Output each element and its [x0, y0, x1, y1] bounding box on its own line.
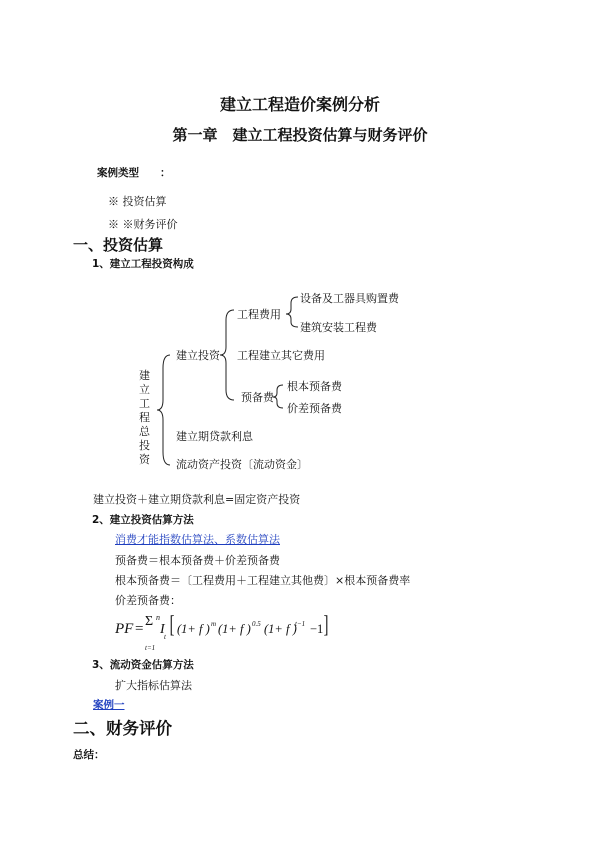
- formula-sigma-top: n: [156, 613, 160, 622]
- document-title: 建立工程造价案例分析: [219, 95, 380, 114]
- formula-term-1: (1+ f ): [177, 622, 210, 636]
- subsection-heading: 3、流动资金估算方法: [92, 659, 194, 671]
- tree-root-label: 建立工程总投资: [139, 369, 150, 466]
- section-heading-financial: 二、财务评价: [73, 719, 172, 738]
- formula-power-1: m: [211, 620, 217, 628]
- subsection-heading: 1、建立工程投资构成: [92, 258, 194, 270]
- subsection-heading: 2、建立投资估算方法: [92, 514, 194, 526]
- brace-root: [157, 355, 170, 465]
- brace-reserve: [273, 385, 283, 408]
- extended-index-method: 扩大指标估算法: [115, 679, 192, 692]
- price-reserve-label: 价差预备费：: [115, 594, 181, 607]
- formula-term-2: (1+ f ): [218, 622, 251, 636]
- tree-reserve: 预备费: [241, 391, 274, 404]
- formula-left-bracket: [: [169, 612, 175, 638]
- formula-sigma: Σ: [145, 614, 154, 629]
- formula-lhs: PF: [115, 621, 134, 637]
- formula-term-3: (1+ f ): [264, 622, 297, 636]
- case-types-label: 案例类型 ：: [97, 167, 171, 179]
- formula-sigma-bottom: t=1: [145, 644, 156, 652]
- formula-tail: −1: [310, 622, 324, 636]
- chapter-title: 第一章 建立工程投资估算与财务评价: [172, 126, 428, 144]
- section-heading-investment: 一、投资估算: [73, 236, 164, 254]
- reserve-equation: 预备费＝根本预备费＋价差预备费: [115, 554, 280, 567]
- tree-working-capital: 流动资产投资〔流动资金〕: [176, 458, 308, 471]
- estimation-methods-link[interactable]: 消费才能指数估算法、系数估算法: [115, 533, 280, 546]
- tree-price-reserve: 价差预备费: [287, 402, 342, 415]
- tree-build-invest: 建立投资: [176, 349, 220, 362]
- case-type-item: ※ ※财务评价: [108, 218, 178, 231]
- formula-it-sub: t: [164, 633, 166, 641]
- summary-label: 总结：: [73, 749, 105, 761]
- case-type-item: ※ 投资估算: [108, 195, 167, 208]
- brace-build-invest: [220, 310, 234, 400]
- tree-loan-interest: 建立期贷款利息: [176, 430, 253, 443]
- formula-right-bracket: ]: [323, 612, 329, 638]
- basic-reserve-equation: 根本预备费＝〔工程费用＋工程建立其他费〕×根本预备费率: [115, 574, 411, 587]
- formula-it: I: [160, 622, 165, 637]
- formula-equals: =: [135, 621, 144, 637]
- fixed-asset-equation: 建立投资＋建立期贷款利息=固定资产投资: [93, 493, 301, 506]
- formula-power-2: 0.5: [252, 620, 261, 628]
- tree-basic-reserve: 根本预备费: [287, 380, 342, 393]
- tree-equipment: 设备及工器具购置费: [300, 292, 399, 305]
- case-one-link[interactable]: 案例一: [93, 699, 125, 711]
- tree-eng-cost: 工程费用: [237, 308, 281, 321]
- tree-other-cost: 工程建立其它费用: [237, 349, 325, 362]
- brace-eng-cost: [286, 297, 298, 327]
- formula-power-3: t−1: [295, 620, 306, 628]
- tree-construction: 建筑安装工程费: [300, 321, 377, 334]
